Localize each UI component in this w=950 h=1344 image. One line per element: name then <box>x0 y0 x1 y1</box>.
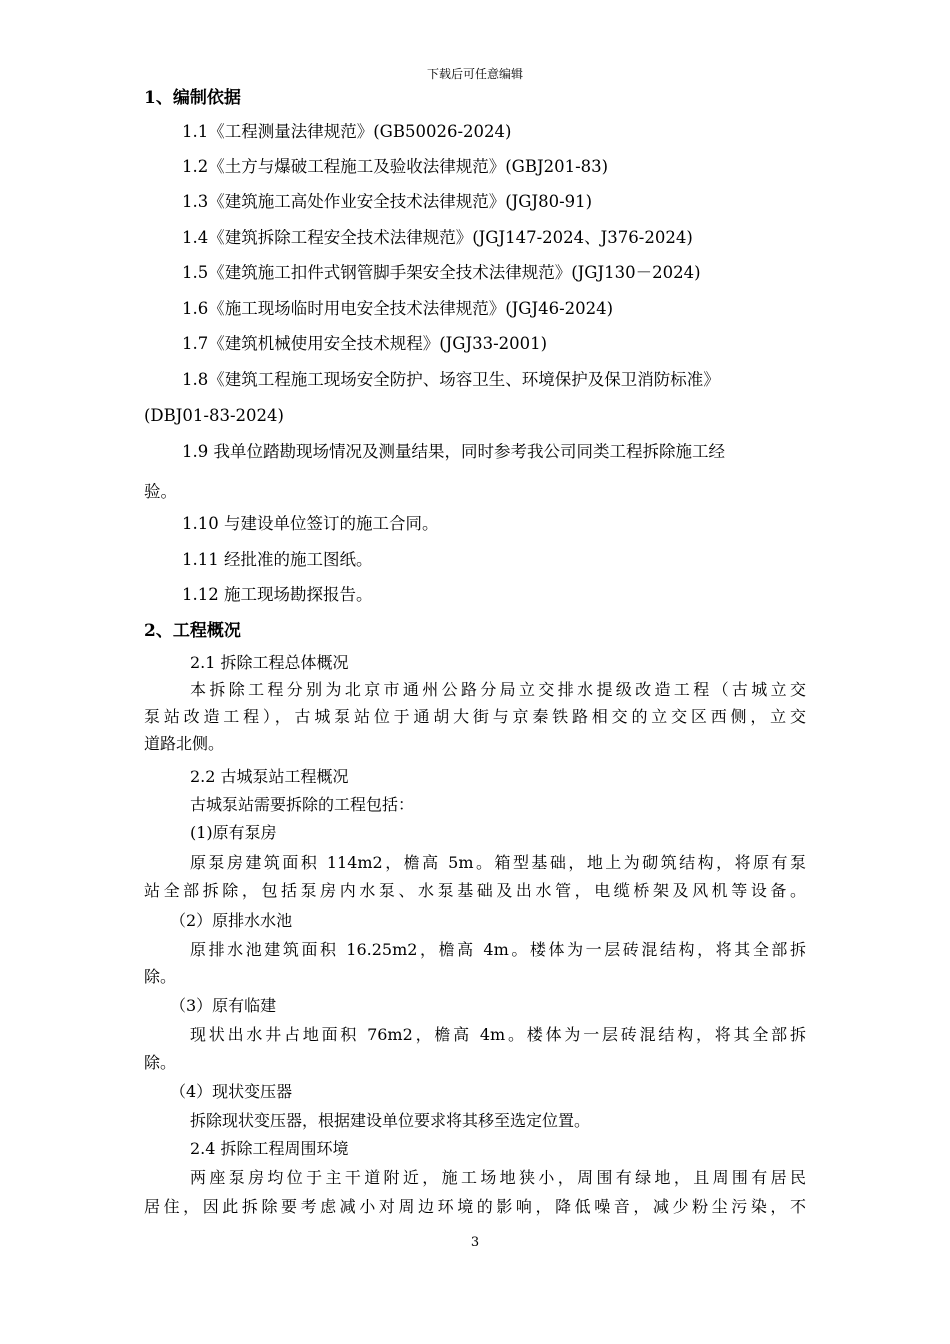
paragraph-line: 现状出水井占地面积 76m2，檐高 4m。楼体为一层砖混结构，将其全部拆 <box>190 1025 806 1044</box>
list-item-title: (1)原有泵房 <box>190 823 277 842</box>
section-heading-overview: 2、工程概况 <box>144 621 241 641</box>
basis-item-continuation: 验。 <box>144 482 177 501</box>
basis-item: 1.9 我单位踏勘现场情况及测量结果，同时参考我公司同类工程拆除施工经 <box>182 442 725 461</box>
list-item-title: （3）原有临建 <box>170 996 277 1015</box>
basis-item: 1.12 施工现场勘探报告。 <box>182 585 373 604</box>
basis-item: 1.2《土方与爆破工程施工及验收法律规范》(GBJ201-83) <box>182 157 609 176</box>
basis-item-continuation: (DBJ01-83-2024) <box>144 406 284 425</box>
paragraph-line: 古城泵站需要拆除的工程包括： <box>190 795 415 814</box>
list-item-title: （4）现状变压器 <box>170 1082 293 1101</box>
paragraph-line: 两座泵房均位于主干道附近，施工场地狭小，周围有绿地，且周围有居民 <box>190 1168 806 1187</box>
page-number: 3 <box>470 1235 480 1250</box>
subsection-title: 2.1 拆除工程总体概况 <box>190 653 349 672</box>
paragraph-line: 原泵房建筑面积 114m2，檐高 5m。箱型基础，地上为砌筑结构，将原有泵 <box>190 853 806 872</box>
section-heading-basis: 1、编制依据 <box>144 88 241 108</box>
basis-item: 1.6《施工现场临时用电安全技术法律规范》(JGJ46-2024) <box>182 299 614 318</box>
basis-item: 1.8《建筑工程施工现场安全防护、场容卫生、环境保护及保卫消防标准》 <box>182 370 720 389</box>
paragraph-line: 除。 <box>144 1053 177 1072</box>
basis-item: 1.11 经批准的施工图纸。 <box>182 550 373 569</box>
basis-item: 1.4《建筑拆除工程安全技术法律规范》(JGJ147-2024、J376-2024) <box>182 228 693 247</box>
paragraph-line: 泵站改造工程），古城泵站位于通胡大街与京秦铁路相交的立交区西侧，立交 <box>144 707 806 726</box>
list-item-title: （2）原排水水池 <box>170 911 293 930</box>
basis-item: 1.7《建筑机械使用安全技术规程》(JGJ33-2001) <box>182 334 548 353</box>
subsection-title: 2.2 古城泵站工程概况 <box>190 767 349 786</box>
basis-item: 1.5《建筑施工扣件式钢管脚手架安全技术法律规范》(JGJ130－2024) <box>182 263 701 282</box>
paragraph-line: 原排水池建筑面积 16.25m2，檐高 4m。楼体为一层砖混结构，将其全部拆 <box>190 940 806 959</box>
paragraph-line: 拆除现状变压器，根据建设单位要求将其移至选定位置。 <box>190 1111 591 1130</box>
paragraph-line: 本拆除工程分别为北京市通州公路分局立交排水提级改造工程（古城立交 <box>190 680 806 699</box>
basis-item: 1.1《工程测量法律规范》(GB50026-2024) <box>182 122 512 141</box>
paragraph-line: 除。 <box>144 967 177 986</box>
basis-item: 1.10 与建设单位签订的施工合同。 <box>182 514 439 533</box>
basis-item: 1.3《建筑施工高处作业安全技术法律规范》(JGJ80-91) <box>182 192 593 211</box>
paragraph-line: 站全部拆除，包括泵房内水泵、水泵基础及出水管，电缆桥架及风机等设备。 <box>144 881 806 900</box>
subsection-title: 2.4 拆除工程周围环境 <box>190 1139 349 1158</box>
paragraph-line: 道路北侧。 <box>144 734 225 753</box>
page-header: 下载后可任意编辑 <box>426 67 523 81</box>
paragraph-line: 居住，因此拆除要考虑减小对周边环境的影响，降低噪音，减少粉尘污染，不 <box>144 1197 806 1216</box>
